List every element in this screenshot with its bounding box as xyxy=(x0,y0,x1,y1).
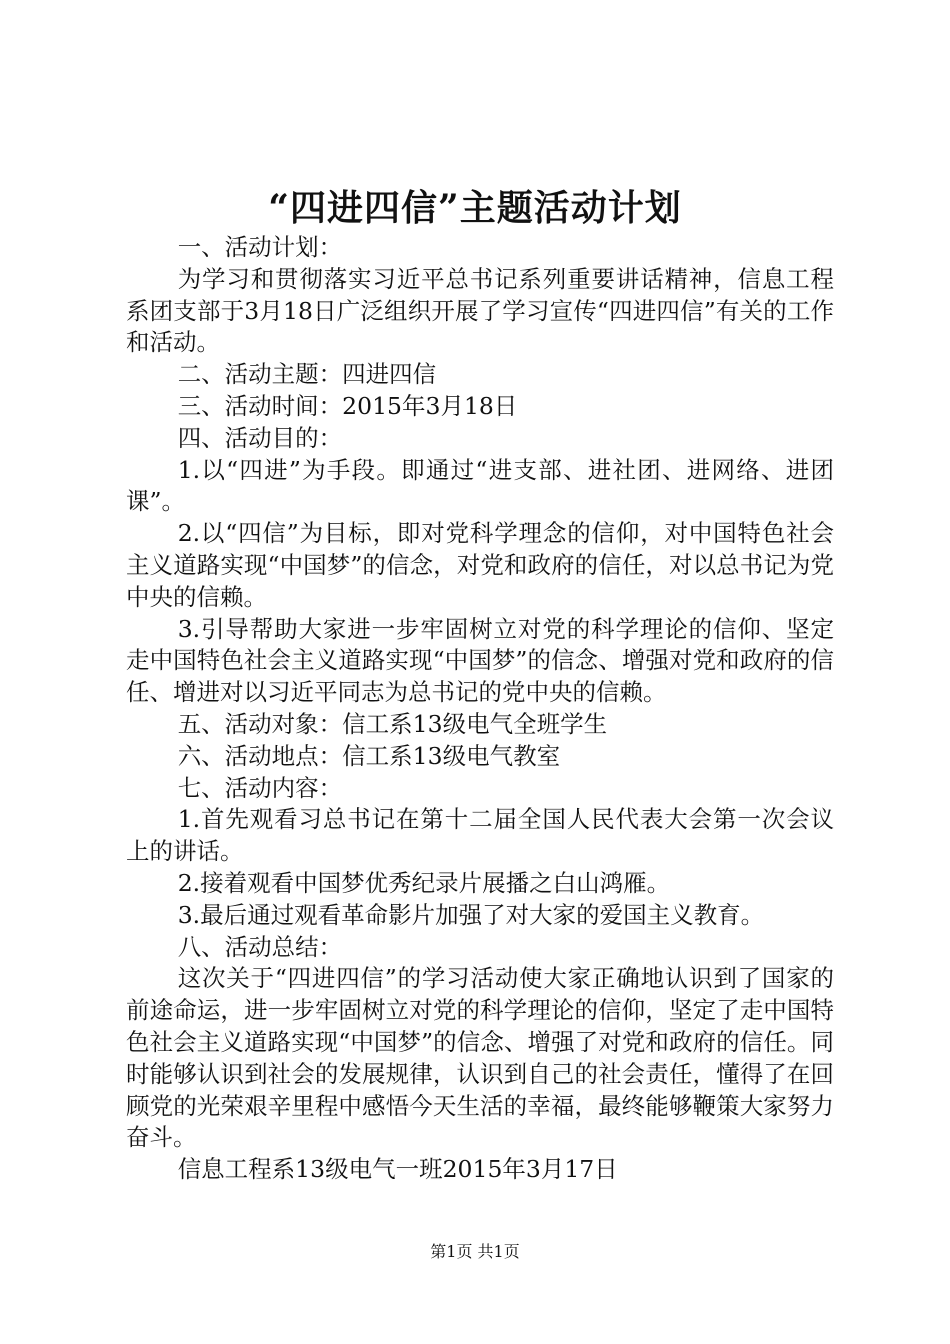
list-item-purpose-1: 1.以“四进”为手段。即通过“进支部、进社团、进网络、进团课”。 xyxy=(126,455,834,516)
document-body xyxy=(126,232,834,1186)
list-item-content-2: 2.接着观看中国梦优秀纪录片展播之白山鸿雁。 xyxy=(177,868,671,897)
paragraph-plan-text: 为学习和贯彻落实习近平总书记系列重要讲话精神，信息工程系团支部于3月18日广泛组织开展了学习宣传“四进四信”有关的工作和活动。 xyxy=(126,264,834,357)
section-heading-summary: 八、活动总结： xyxy=(177,932,343,961)
page-number-footer: 第1页 共1页 xyxy=(430,1242,520,1261)
document-title: “四进四信”主题活动计划 xyxy=(268,187,682,229)
paragraph-summary-text: 这次关于“四进四信”的学习活动使大家正确地认识到了国家的前途命运，进一步牢固树立对党的科学理论的信仰，坚定了走中国特色社会主义道路实现“中国梦”的信念、增强了对党和政府的信任。同时能够认识到社会的发展规律，认识到自己的社会责任，懂得了在回顾党的光荣艰辛里程中感悟今天生活的幸福，最终能够鞭策大家努力奋斗。 xyxy=(126,964,834,1152)
section-heading-purpose: 四、活动目的： xyxy=(177,423,343,452)
list-item-content-3: 3.最后通过观看革命影片加强了对大家的爱国主义教育。 xyxy=(177,900,765,929)
section-heading-theme: 二、活动主题：四进四信 xyxy=(177,360,437,389)
section-heading-audience: 五、活动对象：信工系13级电气全班学生 xyxy=(177,709,608,738)
list-item-content-1: 1.首先观看习总书记在第十二届全国人民代表大会第一次会议上的讲话。 xyxy=(126,805,834,866)
list-item-purpose-3: 3.引导帮助大家进一步牢固树立对党的科学理论的信仰、坚定走中国特色社会主义道路实现“中国梦”的信念、增强对党和政府的信任、增进对以习近平同志为总书记的党中央的信赖。 xyxy=(126,614,834,707)
section-heading-content: 七、活动内容： xyxy=(177,773,343,802)
section-heading-location: 六、活动地点：信工系13级电气教室 xyxy=(177,741,561,770)
section-heading-plan: 一、活动计划： xyxy=(177,233,343,261)
signature-line: 信息工程系13级电气一班2015年3月17日 xyxy=(177,1155,618,1184)
section-heading-time: 三、活动时间：2015年3月18日 xyxy=(177,391,518,420)
list-item-purpose-2: 2.以“四信”为目标，即对党科学理念的信仰，对中国特色社会主义道路实现“中国梦”的信念，对党和政府的信任，对以总书记为党中央的信赖。 xyxy=(126,519,834,611)
